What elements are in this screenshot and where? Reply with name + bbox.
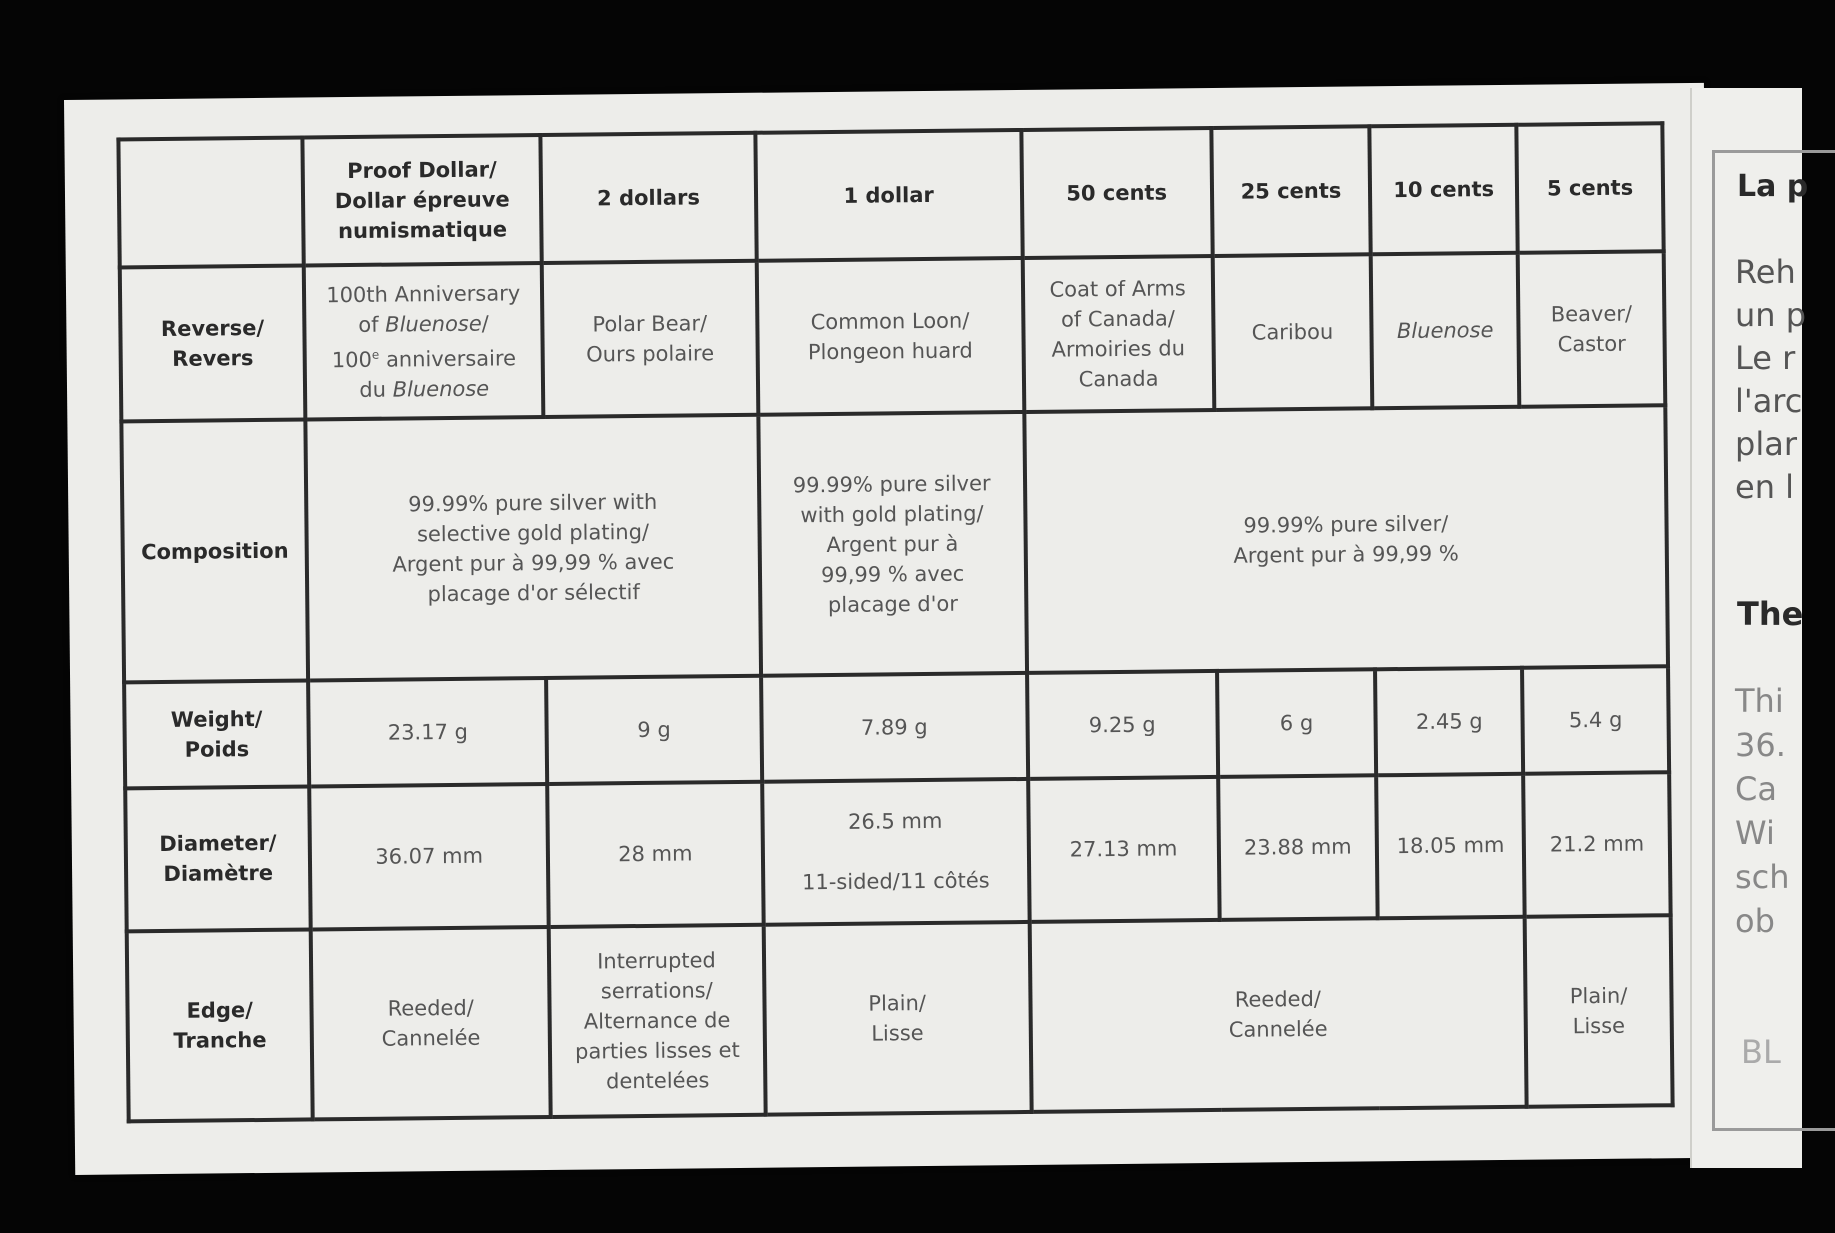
weight-25-cents: 6 g: [1217, 669, 1377, 777]
edge-label: Edge/ Tranche: [127, 930, 313, 1122]
weight-10-cents: 2.45 g: [1375, 668, 1523, 775]
next-page-heading: The: [1737, 595, 1804, 633]
weight-row: [124, 666, 1669, 788]
reverse-1-dollar: Common Loon/ Plongeon huard: [756, 258, 1023, 415]
weight-5-cents: 5.4 g: [1522, 666, 1669, 773]
next-page-paragraph-1: Reh un p Le r l'arc plar en l: [1735, 253, 1807, 506]
reverse-proof-bluenose-2: Bluenose: [392, 376, 490, 402]
weight-2-dollars: 9 g: [546, 676, 762, 784]
reverse-10-cents: Bluenose: [1371, 253, 1520, 409]
edge-2-dollars: Interrupted serrations/ Alternance de parties lisses et dentelées: [549, 925, 766, 1117]
composition-proof-2-dollars: 99.99% pure silver with selective gold plating/ Argent pur à 99,99 % avec placage d'or sélectif: [306, 415, 761, 680]
next-page-footer: BL: [1741, 1033, 1781, 1071]
specifications-table: [116, 121, 1674, 1123]
reverse-proof: [304, 263, 543, 420]
composition-cents: 99.99% pure silver/ Argent pur à 99,99 %: [1024, 406, 1668, 673]
diameter-row: [125, 772, 1670, 932]
next-page-paragraph-2: Thi 36. Ca Wi sch ob: [1735, 682, 1790, 940]
header-50-cents: 50 cents: [1021, 128, 1212, 258]
next-page-panel: [1712, 150, 1835, 1131]
weight-proof: 23.17 g: [308, 678, 547, 786]
header-1-dollar: 1 dollar: [755, 130, 1022, 261]
next-page-title: La p: [1737, 169, 1809, 204]
edge-cents: Reeded/ Cannelée: [1029, 917, 1527, 1112]
edge-5-cents: Plain/ Lisse: [1525, 915, 1673, 1106]
header-25-cents: 25 cents: [1211, 126, 1371, 256]
reverse-proof-bluenose: Bluenose: [385, 311, 482, 337]
composition-label: Composition: [121, 420, 308, 682]
reverse-5-cents: Beaver/ Castor: [1518, 251, 1665, 407]
header-10-cents: 10 cents: [1370, 125, 1518, 255]
diameter-proof: 36.07 mm: [309, 784, 548, 930]
reverse-proof-sup: e: [371, 347, 380, 362]
reverse-2-dollars: Polar Bear/ Ours polaire: [542, 261, 758, 418]
header-row: [118, 123, 1663, 267]
header-2-dollars: 2 dollars: [541, 133, 757, 263]
diameter-25-cents: 23.88 mm: [1218, 775, 1378, 920]
reverse-25-cents: Caribou: [1212, 254, 1372, 410]
certificate-card: [64, 83, 1715, 1175]
composition-row: [121, 406, 1668, 683]
diameter-1-dollar: 26.5 mm 11-sided/11 côtés: [762, 779, 1029, 925]
weight-1-dollar: 7.89 g: [761, 673, 1028, 782]
reverse-50-cents: Coat of Arms of Canada/ Armoiries du Canada: [1022, 256, 1214, 412]
diameter-2-dollars: 28 mm: [547, 781, 763, 927]
reverse-row: [120, 251, 1666, 422]
header-empty: [118, 138, 304, 268]
header-5-cents: 5 cents: [1517, 123, 1664, 253]
header-proof-dollar: Proof Dollar/ Dollar épreuve numismatique: [303, 135, 542, 265]
reverse-proof-c: / 100: [331, 311, 489, 372]
reverse-proof-d: anniversaire du: [359, 346, 517, 402]
weight-label: Weight/ Poids: [124, 680, 309, 788]
diameter-10-cents: 18.05 mm: [1376, 774, 1524, 919]
reverse-label: Reverse/ Revers: [120, 265, 306, 421]
composition-1-dollar: 99.99% pure silver with gold plating/ Argent pur à 99,99 % avec placage d'or: [758, 412, 1027, 675]
reverse-proof-a: 100th Anniversary of: [326, 280, 521, 337]
diameter-5-cents: 21.2 mm: [1523, 772, 1670, 917]
edge-1-dollar: Plain/ Lisse: [763, 922, 1031, 1115]
edge-proof: Reeded/ Cannelée: [311, 927, 551, 1119]
edge-row: [127, 915, 1673, 1121]
diameter-label: Diameter/ Diamètre: [125, 786, 311, 931]
diameter-50-cents: 27.13 mm: [1028, 777, 1220, 922]
weight-50-cents: 9.25 g: [1027, 671, 1218, 779]
